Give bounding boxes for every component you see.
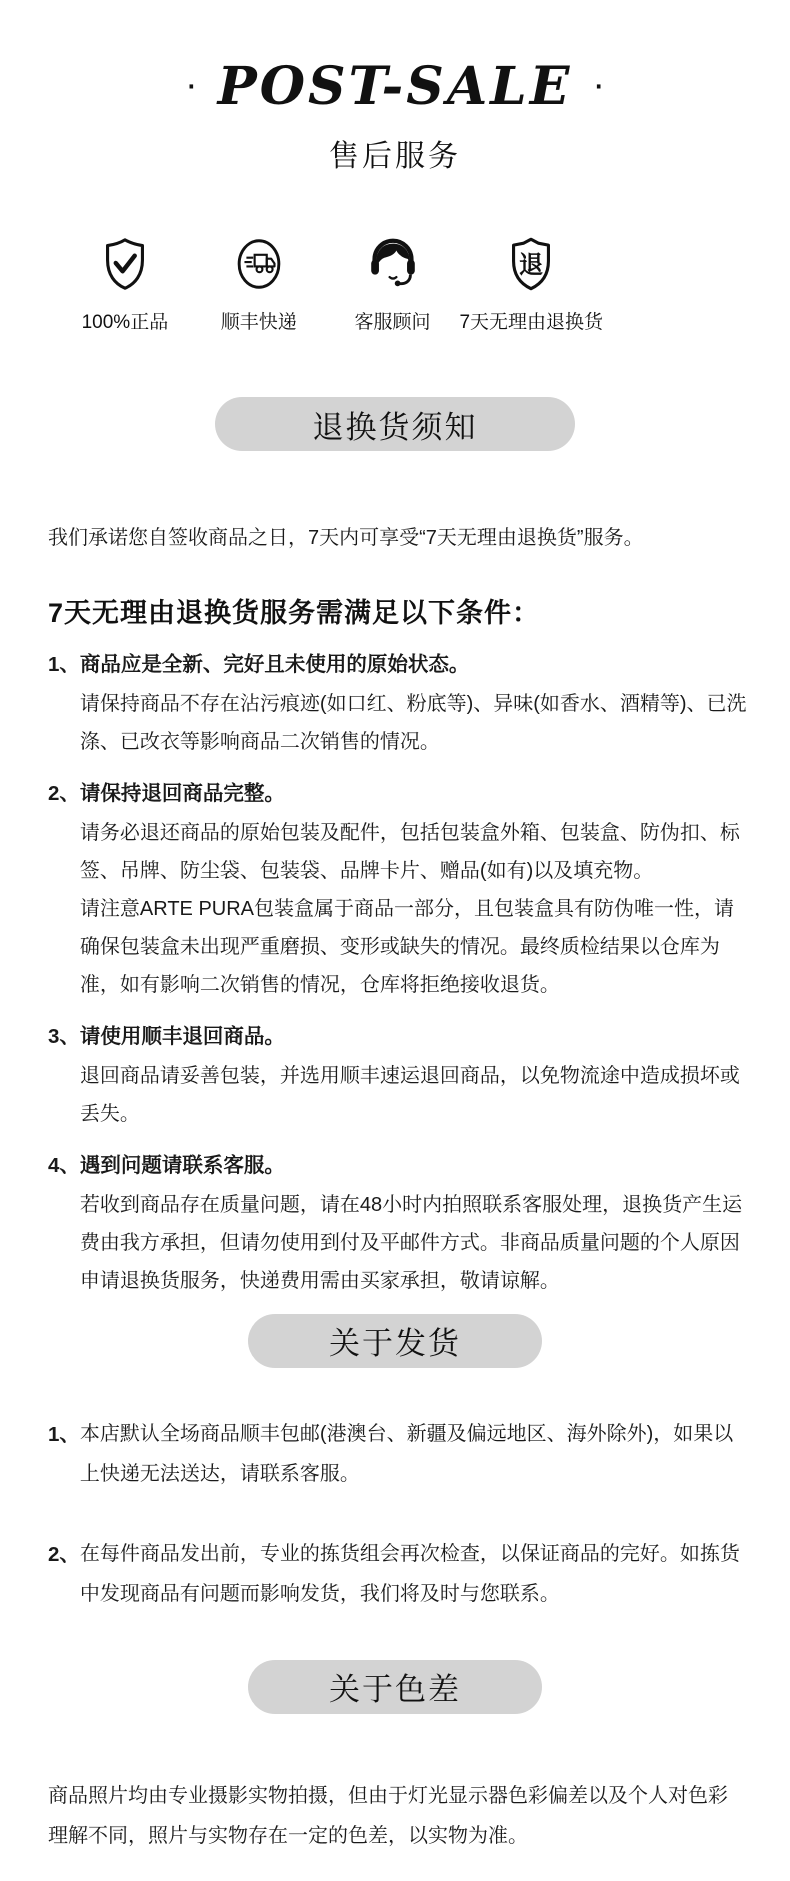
condition-item <box>0 1018 790 1133</box>
pill-label: 退换货须知 <box>312 409 478 445</box>
feature-express <box>192 233 326 334</box>
pill-label: 关于色差 <box>329 1672 461 1708</box>
feature-return <box>459 233 603 334</box>
condition-detail: 请保持商品不存在沾污痕迹(如口红、粉底等)、异味(如香水、酒精等)、已洗涤、已改衣等影响商品二次销售的情况。 <box>79 692 747 753</box>
shield-check-icon <box>94 233 156 295</box>
shipping-number: 2、 <box>48 1542 80 1566</box>
shipping-text: 在每件商品发出前，专业的拣货组会再次检查，以保证商品的完好。如拣货中发现商品有问题而影响发货，我们将及时与您联系。 <box>79 1542 740 1605</box>
condition-detail: 若收到商品存在质量问题，请在48小时内拍照联系客服处理，退换货产生运费由我方承担，但请勿使用到付及平邮件方式。非商品质量问题的个人原因申请退换货服务，快递费用需由买家承担，敬请谅解。 <box>79 1193 743 1292</box>
page-subtitle: 售后服务 <box>329 140 461 173</box>
shipping-item <box>0 1534 790 1614</box>
section-pill-shipping <box>248 1314 542 1368</box>
condition-title: 请使用顺丰退回商品。 <box>79 1024 285 1048</box>
condition-item <box>0 775 790 1004</box>
condition-title: 遇到问题请联系客服。 <box>79 1153 285 1177</box>
section-pill-color-note <box>248 1660 542 1714</box>
feature-service <box>326 233 460 334</box>
shipping-list <box>0 1414 790 1614</box>
condition-detail: 退回商品请妥善包装，并选用顺丰速运退回商品，以免物流途中造成损坏或丢失。 <box>79 1064 740 1125</box>
express-truck-icon <box>228 233 290 295</box>
condition-detail: 请注意ARTE PURA包装盒属于商品一部分，且包装盒具有防伪唯一性，请确保包装盒未出现严重磨损、变形或缺失的情况。最终质检结果以仓库为准，如有影响二次销售的情况，仓库将拒绝接收退货。 <box>79 897 735 996</box>
color-note-text: 商品照片均由专业摄影实物拍摄，但由于灯光显示器色彩偏差以及个人对色彩理解不同，照片与实物存在一定的色差，以实物为准。 <box>48 1784 728 1847</box>
feature-label: 顺丰快递 <box>220 312 297 333</box>
conditions-list <box>0 646 790 1300</box>
condition-title: 请保持退回商品完整。 <box>79 781 285 805</box>
shipping-number: 1、 <box>48 1422 80 1446</box>
decor-dot-right: · <box>592 63 606 106</box>
customer-service-icon <box>362 233 424 295</box>
condition-number: 2、 <box>48 781 80 805</box>
svg-text:退: 退 <box>519 252 544 280</box>
decor-dot-left: · <box>184 63 198 106</box>
pill-label: 关于发货 <box>329 1326 461 1362</box>
section-pill-return-notice <box>215 397 575 451</box>
shipping-text: 本店默认全场商品顺丰包邮(港澳台、新疆及偏远地区、海外除外)，如果以上快递无法送达，请联系客服。 <box>79 1422 734 1485</box>
script-title: POST-SALE <box>217 56 573 117</box>
return-shield-icon <box>500 233 562 295</box>
condition-item <box>0 1147 790 1300</box>
conditions-heading: 7天无理由退换货服务需满足以下条件： <box>48 598 541 628</box>
condition-item <box>0 646 790 761</box>
feature-label: 100%正品 <box>81 312 169 333</box>
feature-label: 客服顾问 <box>354 312 431 333</box>
condition-number: 3、 <box>48 1024 80 1048</box>
postsale-header <box>0 0 790 175</box>
condition-title: 商品应是全新、完好且未使用的原始状态。 <box>79 653 470 676</box>
condition-number: 1、 <box>48 653 80 676</box>
return-intro: 我们承诺您自签收商品之日，7天内可享受“7天无理由退换货”服务。 <box>48 527 644 549</box>
condition-number: 4、 <box>48 1153 80 1177</box>
features-row <box>58 233 603 334</box>
condition-detail: 请务必退还商品的原始包装及配件，包括包装盒外箱、包装盒、防伪扣、标签、吊牌、防尘袋、包装袋、品牌卡片、赠品(如有)以及填充物。 <box>79 821 740 882</box>
feature-authentic <box>58 233 192 334</box>
feature-label: 7天无理由退换货 <box>459 312 604 333</box>
script-title-row <box>0 56 790 117</box>
shipping-item <box>0 1414 790 1494</box>
